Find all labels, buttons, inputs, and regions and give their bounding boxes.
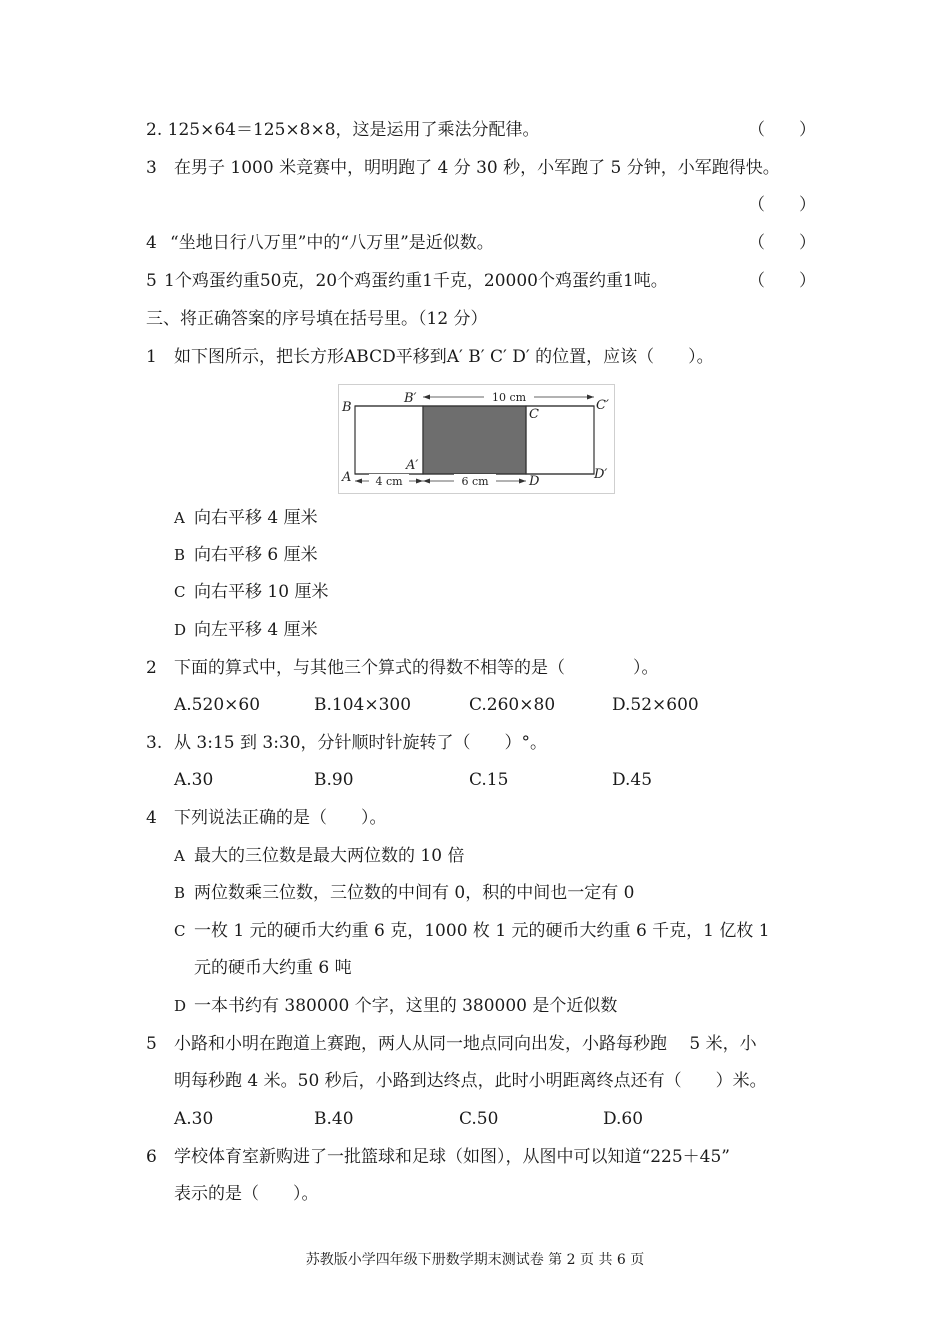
top-dim-label: 10 cm [491, 391, 527, 404]
choice-q1-option-a[interactable]: A 向右平移 4 厘米 [174, 508, 318, 528]
choice-q2-option-b[interactable]: B.104×300 [314, 695, 412, 715]
choice-q4-option-d[interactable]: D 一本书约有 380000 个字，这里的 380000 是个近似数 [174, 996, 618, 1016]
choice-q3-text: 从 3:15 到 3:30，分针顺时针旋转了（ ）°。 [174, 733, 548, 753]
shaded-overlap-rect [423, 406, 526, 474]
choice-q2-text: 下面的算式中，与其他三个算式的得数不相等的是（ ）。 [174, 658, 659, 678]
label-c-prime: C′ [596, 398, 609, 413]
choice-q2-option-c[interactable]: C.260×80 [469, 695, 556, 715]
judge-q5-answer-paren[interactable]: （ ） [748, 271, 816, 291]
choice-q3-number: 3. [146, 733, 163, 753]
judge-q2-answer-paren[interactable]: （ ） [748, 120, 816, 140]
choice-q4-option-b[interactable]: B 两位数乘三位数，三位数的中间有 0，积的中间也一定有 0 [174, 883, 635, 903]
choice-q2-option-d[interactable]: D.52×600 [612, 695, 699, 715]
judge-q4-answer-paren[interactable]: （ ） [748, 233, 816, 253]
judge-q3-text: 在男子 1000 米竞赛中，明明跑了 4 分 30 秒，小军跑了 5 分钟，小军跑得快。 [174, 158, 780, 178]
choice-q5-option-b[interactable]: B.40 [314, 1109, 354, 1129]
judge-q2-text: 2. 125×64＝125×8×8，这是运用了乘法分配律。 [146, 120, 540, 140]
judge-q5-number: 5 [146, 271, 157, 291]
choice-q6-text-line1: 学校体育室新购进了一批篮球和足球（如图），从图中可以知道“225＋45” [174, 1147, 730, 1167]
choice-q5-option-c[interactable]: C.50 [459, 1109, 499, 1129]
mid-dim-label: 6 cm [461, 475, 489, 488]
label-a: A [342, 470, 352, 485]
rectangle-translation-figure [338, 384, 615, 494]
choice-q1-option-d[interactable]: D 向左平移 4 厘米 [174, 620, 318, 640]
judge-q4-text: “坐地日行八万里”中的“八万里”是近似数。 [170, 233, 494, 253]
choice-q1-text: 如下图所示，把长方形ABCD平移到A′ B′ C′ D′ 的位置，应该（ ）。 [174, 347, 714, 367]
label-d: D [529, 474, 540, 489]
judge-q5-text: 1个鸡蛋约重50克，20个鸡蛋约重1千克，20000个鸡蛋约重1吨。 [164, 271, 668, 291]
page-footer: 苏教版小学四年级下册数学期末测试卷 第 2 页 共 6 页 [305, 1252, 645, 1268]
choice-q4-number: 4 [146, 808, 157, 828]
choice-q4-option-c[interactable]: C 一枚 1 元的硬币大约重 6 克，1000 枚 1 元的硬币大约重 6 千克，1 亿枚 1 [174, 921, 770, 941]
judge-q4-number: 4 [146, 233, 157, 253]
choice-q1-option-c[interactable]: C 向右平移 10 厘米 [174, 582, 329, 602]
choice-q2-number: 2 [146, 658, 157, 678]
label-d-prime: D′ [594, 467, 608, 482]
choice-q5-option-a[interactable]: A.30 [174, 1109, 214, 1129]
label-b-prime: B′ [404, 391, 417, 406]
choice-q1-option-b[interactable]: B 向右平移 6 厘米 [174, 545, 318, 565]
choice-q1-number: 1 [146, 347, 157, 367]
choice-q2-option-a[interactable]: A.520×60 [174, 695, 261, 715]
label-a-prime: A′ [406, 458, 419, 473]
choice-q3-option-d[interactable]: D.45 [612, 770, 653, 790]
choice-q4-text: 下列说法正确的是（ ）。 [174, 808, 387, 828]
choice-q5-text-line2: 明每秒跑 4 米。50 秒后，小路到达终点，此时小明距离终点还有（ ）米。 [174, 1071, 767, 1091]
choice-q4-option-a[interactable]: A 最大的三位数是最大两位数的 10 倍 [174, 846, 465, 866]
choice-q3-option-b[interactable]: B.90 [314, 770, 354, 790]
choice-q3-option-c[interactable]: C.15 [469, 770, 509, 790]
choice-q6-number: 6 [146, 1147, 157, 1167]
choice-q3-option-a[interactable]: A.30 [174, 770, 214, 790]
choice-q4-option-c-continuation: 元的硬币大约重 6 吨 [194, 958, 352, 978]
choice-q5-option-d[interactable]: D.60 [603, 1109, 644, 1129]
judge-q3-answer-paren[interactable]: （ ） [748, 195, 816, 215]
label-c: C [529, 407, 539, 422]
judge-q3-number: 3 [146, 158, 157, 178]
choice-q5-text-line1: 小路和小明在跑道上赛跑，两人从同一地点同向出发，小路每秒跑 5 米，小 [174, 1034, 757, 1054]
label-b: B [342, 400, 352, 415]
choice-q5-number: 5 [146, 1034, 157, 1054]
left-dim-label: 4 cm [375, 475, 403, 488]
choice-q6-text-line2: 表示的是（ ）。 [174, 1184, 319, 1204]
section3-title: 三、将正确答案的序号填在括号里。（12 分） [146, 309, 488, 329]
